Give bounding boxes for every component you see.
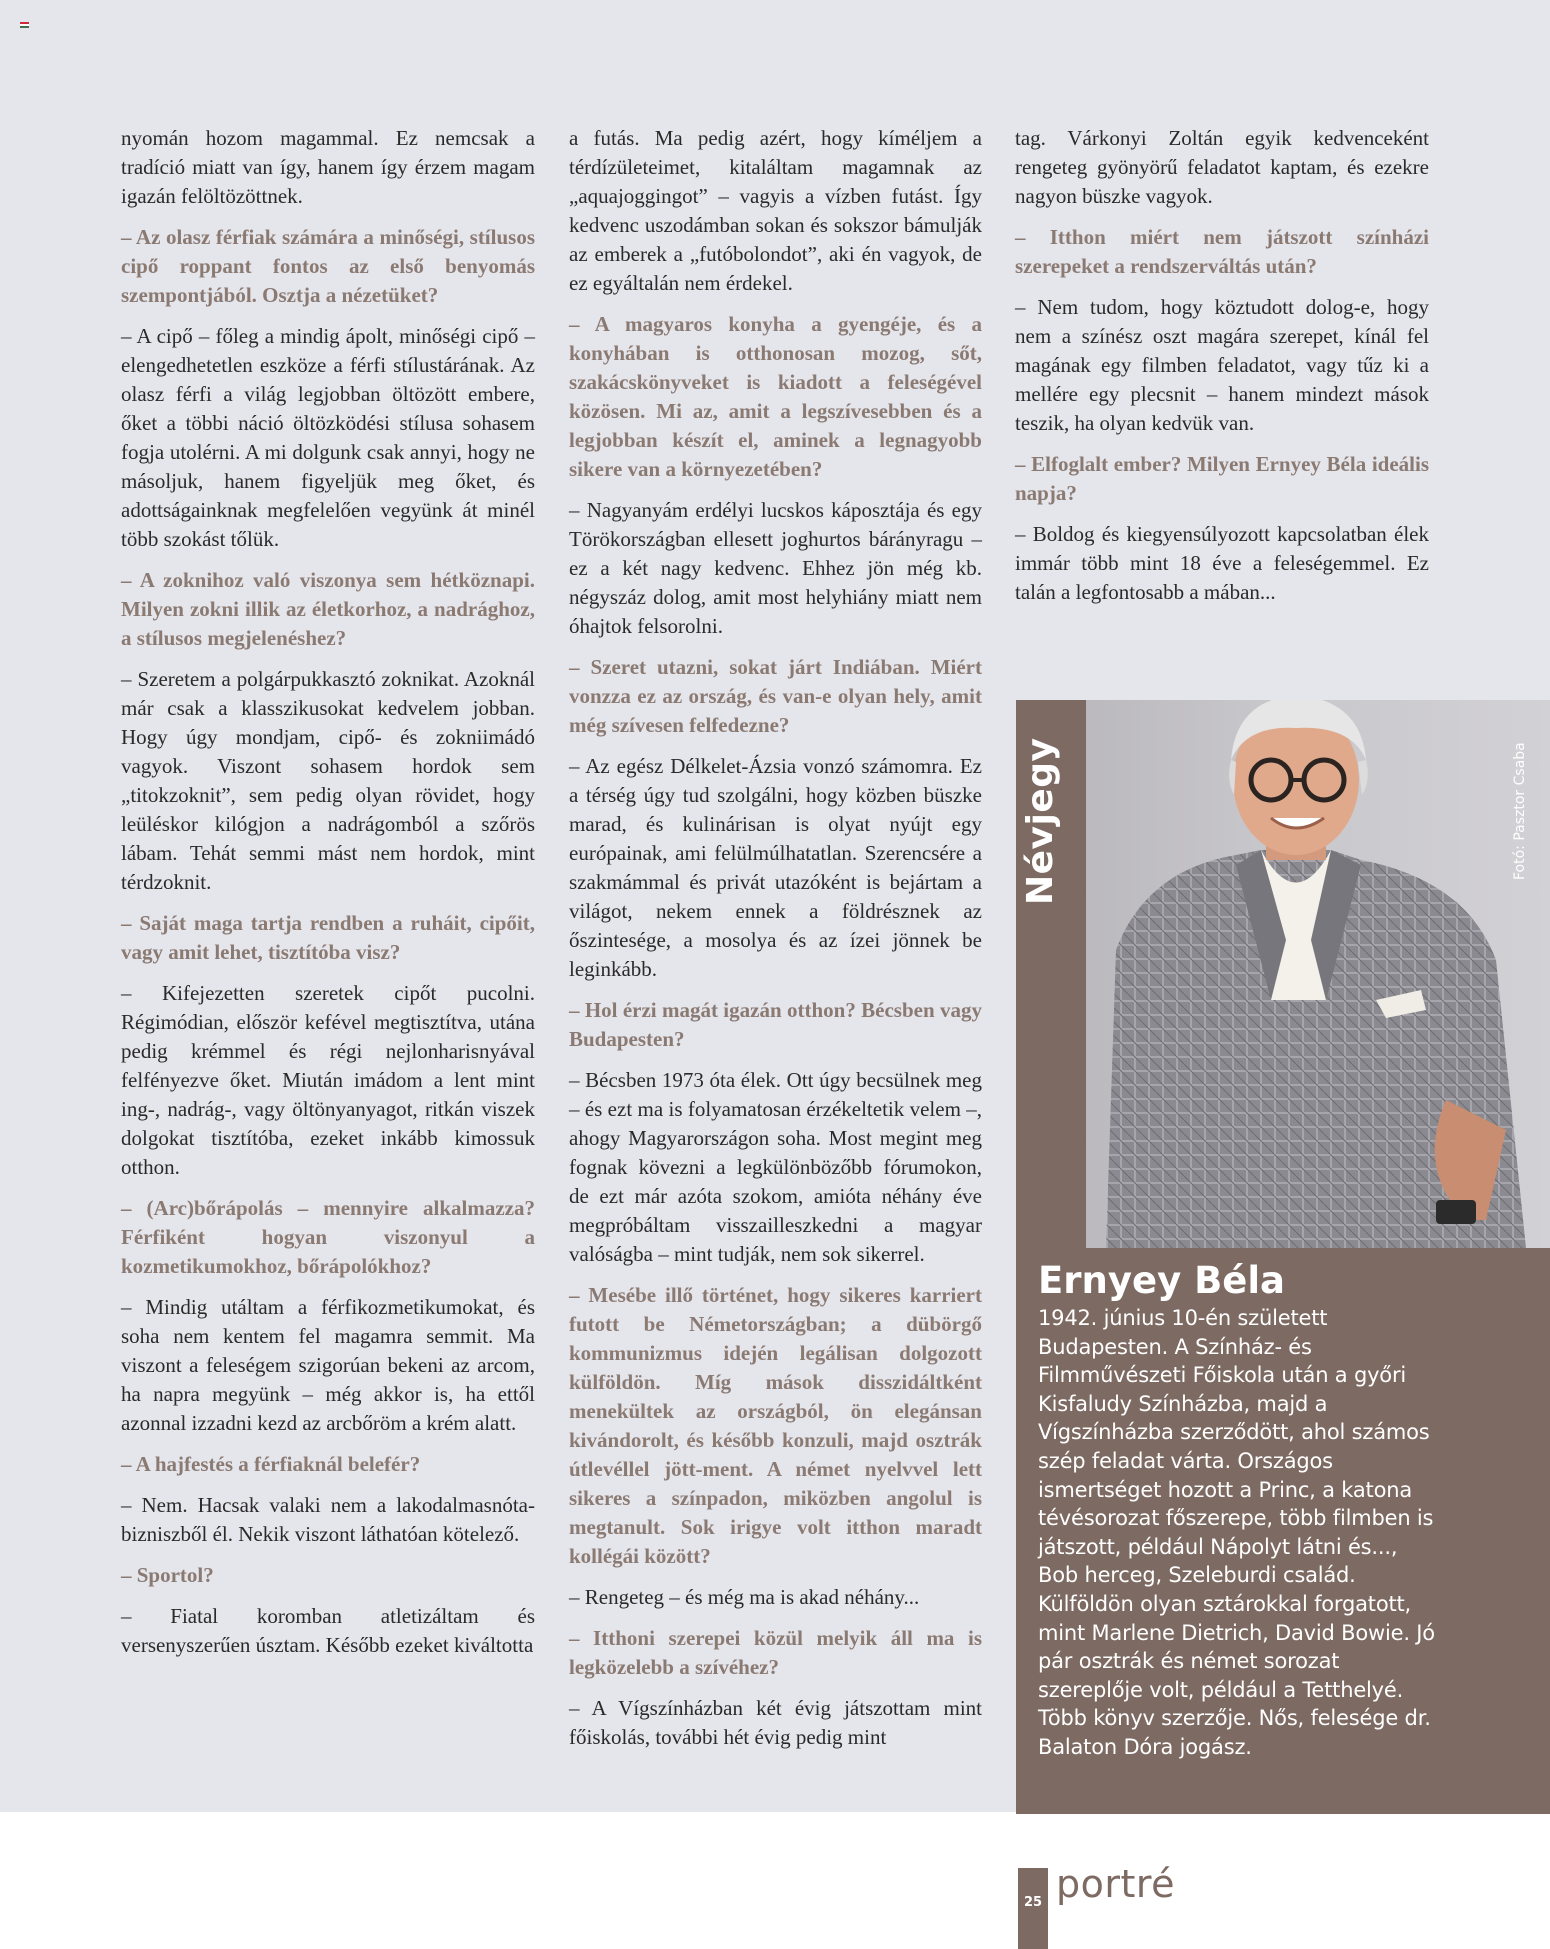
interview-question: – A zoknihoz való viszonya sem hétköznapi. Milyen zokni illik az életkorhoz, a nadrághoz, a stílusos megjelenéshez? bbox=[121, 568, 535, 650]
interview-question: – Elfoglalt ember? Milyen Ernyey Béla ideális napja? bbox=[1015, 452, 1429, 505]
interview-answer: – Rengeteg – és még ma is akad néhány... bbox=[569, 1585, 920, 1609]
interview-answer: nyomán hozom magammal. Ez nemcsak a tradíció miatt van így, hanem így érzem magam igazán felöltözöttnek. bbox=[121, 126, 535, 208]
interview-question: – (Arc)bőrápolás – mennyire alkalmazza? Férfiként hogyan viszonyul a kozmetikumokhoz, bőrápolókhoz? bbox=[121, 1196, 535, 1278]
article-column-1 bbox=[121, 124, 535, 1672]
hungarian-flag-icon bbox=[20, 22, 29, 28]
interview-question: – Itthoni szerepei közül melyik áll ma is legközelebb a szívéhez? bbox=[569, 1626, 982, 1679]
interview-question: – Hol érzi magát igazán otthon? Bécsben vagy Budapesten? bbox=[569, 998, 982, 1051]
interview-answer: – A Vígszínházban két évig játszottam mint főiskolás, további hét évig pedig mint bbox=[569, 1696, 982, 1749]
bio-text: 1942. június 10-én született Budapesten. A Színház- és Filmművészeti Főiskola után a győri Kisfaludy Színházba, majd a Vígszínházba szerződött, ahol számos szép feladat várta. Országos ismertséget hozott a Princ, a katona tévésorozat főszerepe, több filmben is játszott, például Nápolyt látni és..., Bob herceg, Szeleburdi család. Külföldön olyan sztárokkal forgatott, mint Marlene Dietrich, David Bowie. Jó pár osztrák és német sorozat szereplője volt, például a Tetthelyé. Több könyv szerzője. Nős, felesége dr. Balaton Dóra jogász. bbox=[1038, 1306, 1435, 1759]
photo-credit: Fotó: Pasztor Csaba bbox=[1512, 742, 1528, 880]
interview-answer: – Mindig utáltam a férfikozmetikumokat, és soha nem kentem fel magamra semmit. Ma viszont a feleségem szigorúan bekeni az arcom, ha napra megyünk – még akkor is, ha ettől azonnal izzadni kezd az arcbőröm a krém alatt. bbox=[121, 1295, 535, 1435]
interview-answer: – Szeretem a polgárpukkasztó zoknikat. Azoknál már csak a klasszikusokat kedvelem jobban. Hogy úgy mondjam, cipő- és zokniimádó vagyok. Viszont sohasem hordok sem „titokzoknit”, sem pedig olyan rövidet, hogy leüléskor kilógjon a nadrágomból a szőrös lábam. Tehát semmi mást nem hordok, mint térdzoknit. bbox=[121, 667, 535, 894]
interview-question: – Az olasz férfiak számára a minőségi, stílusos cipő roppant fontos az első benyomás szempontjából. Osztja a nézetüket? bbox=[121, 225, 535, 307]
interview-question: – Mesébe illő történet, hogy sikeres karriert futott be Németországban; a dübörgő kommunizmus idején legálisan dolgozott külföldön. Míg mások disszidáltként menekültek az országból, ön elegánsan kivándorolt, és később konzuli, majd osztrák útlevéllel jött-ment. A német nyelvvel lett sikeres a színpadon, miközben angolul is megtanult. Sok irigye volt itthon maradt kollégái között? bbox=[569, 1283, 982, 1568]
interview-question: – Saját maga tartja rendben a ruháit, cipőit, vagy amit lehet, tisztítóba visz? bbox=[121, 911, 535, 964]
interview-question: – A magyaros konyha a gyengéje, és a konyhában is otthonosan mozog, sőt, szakácskönyveket is kiadott a feleségével közösen. Mi az, amit a legszívesebben és a legjobban készít el, aminek a legnagyobb sikere van a környezetében? bbox=[569, 312, 982, 481]
interview-answer: tag. Várkonyi Zoltán egyik kedvenceként rengeteg gyönyörű feladatot kaptam, és ezekre nagyon büszke vagyok. bbox=[1015, 126, 1429, 208]
bio-box bbox=[1016, 1248, 1550, 1814]
page-number: 25 bbox=[1018, 1868, 1048, 1949]
bio-name: Ernyey Béla bbox=[1038, 1259, 1286, 1302]
article-column-2 bbox=[569, 124, 982, 1764]
portrait-image bbox=[1086, 700, 1550, 1248]
interview-answer: – Fiatal koromban atletizáltam és versenyszerűen úsztam. Később ezeket kiváltotta bbox=[121, 1604, 535, 1657]
interview-question: – A hajfestés a férfiaknál belefér? bbox=[121, 1452, 421, 1476]
section-title: portré bbox=[1056, 1862, 1176, 1906]
article-column-3 bbox=[1015, 124, 1429, 619]
interview-question: – Sportol? bbox=[121, 1563, 214, 1587]
interview-answer: – Nagyanyám erdélyi lucskos káposztája és egy Törökországban ellesett joghurtos bárányragu – ez a két nagy kedvenc. Ehhez jön még kb. négyszáz dolog, amit most helyhiány miatt nem óhajtok felsorolni. bbox=[569, 498, 982, 638]
interview-answer: – Bécsben 1973 óta élek. Ott úgy becsülnek meg – és ezt ma is folyamatosan érzékeltetik velem –, ahogy Magyarországon soha. Most megint meg fognak kövezni a legkülönbözőbb fórumokon, de ezt már azóta szokom, amióta néhány éve megpróbáltam visszailleszkedni a magyar valóságba – mint tudják, nem sok sikerrel. bbox=[569, 1068, 982, 1266]
interview-answer: – A cipő – főleg a mindig ápolt, minőségi cipő – elengedhetetlen eszköze a férfi stílustárának. Az olasz férfi a világ legjobban öltözött embere, őket a többi náció öltözködési stílusa sohasem fogja utolérni. A mi dolgunk csak annyi, hogy ne másoljuk, hanem figyeljük meg őket, és adottságainknak megfelelően vegyünk át minél több szokást tőlük. bbox=[121, 324, 535, 551]
interview-answer: – Boldog és kiegyensúlyozott kapcsolatban élek immár több mint 18 éve a feleségemmel. Ez talán a legfontosabb a mában... bbox=[1015, 522, 1429, 604]
interview-answer: – Nem tudom, hogy köztudott dolog-e, hogy nem a színész oszt magára szerepet, kínál fel magának egy filmben feladatot, vagy tűz ki a mellére egy plecsnit – hanem mindezt mások teszik, ha olyan kedvük van. bbox=[1015, 295, 1429, 435]
nevjegy-label: Névjegy bbox=[1020, 737, 1061, 905]
interview-question: – Itthon miért nem játszott színházi szerepeket a rendszerváltás után? bbox=[1015, 225, 1429, 278]
interview-answer: – Kifejezetten szeretek cipőt pucolni. Régimódian, először kefével megtisztítva, utána pedig krémmel és régi nejlonharisnyával felfényezve őket. Miután imádom a lent mint ing-, nadrág-, vagy öltönyanyagot, ritkán viszek dolgokat tisztítóba, ezeket inkább kimossuk otthon. bbox=[121, 981, 535, 1179]
interview-answer: – Az egész Délkelet-Ázsia vonzó számomra. Ez a térség úgy tud szolgálni, hogy közben büszke marad, és kulinárisan is olyat nyújt egy európainak, ami felülmúlhatatlan. Szerencsére a szakmámmal és privát utazóként is bejártam a világot, nekem ennek a földrésznek az őszintesége, a mosolya és az ízei jönnek be leginkább. bbox=[569, 754, 982, 981]
interview-question: – Szeret utazni, sokat járt Indiában. Miért vonzza ez az ország, és van-e olyan hely, amit még szívesen felfedezne? bbox=[569, 655, 982, 737]
interview-answer: a futás. Ma pedig azért, hogy kíméljem a térdízületeimet, kitaláltam magamnak az „aquajoggingot” – vagyis a vízben futást. Így kedvenc uszodámban sokan és sokszor bámulják az emberek a „futóbolondot”, aki én vagyok, de ez egyáltalán nem érdekel. bbox=[569, 126, 982, 295]
interview-answer: – Nem. Hacsak valaki nem a lakodalmasnóta-bizniszből él. Nekik viszont láthatóan kötelező. bbox=[121, 1493, 535, 1546]
